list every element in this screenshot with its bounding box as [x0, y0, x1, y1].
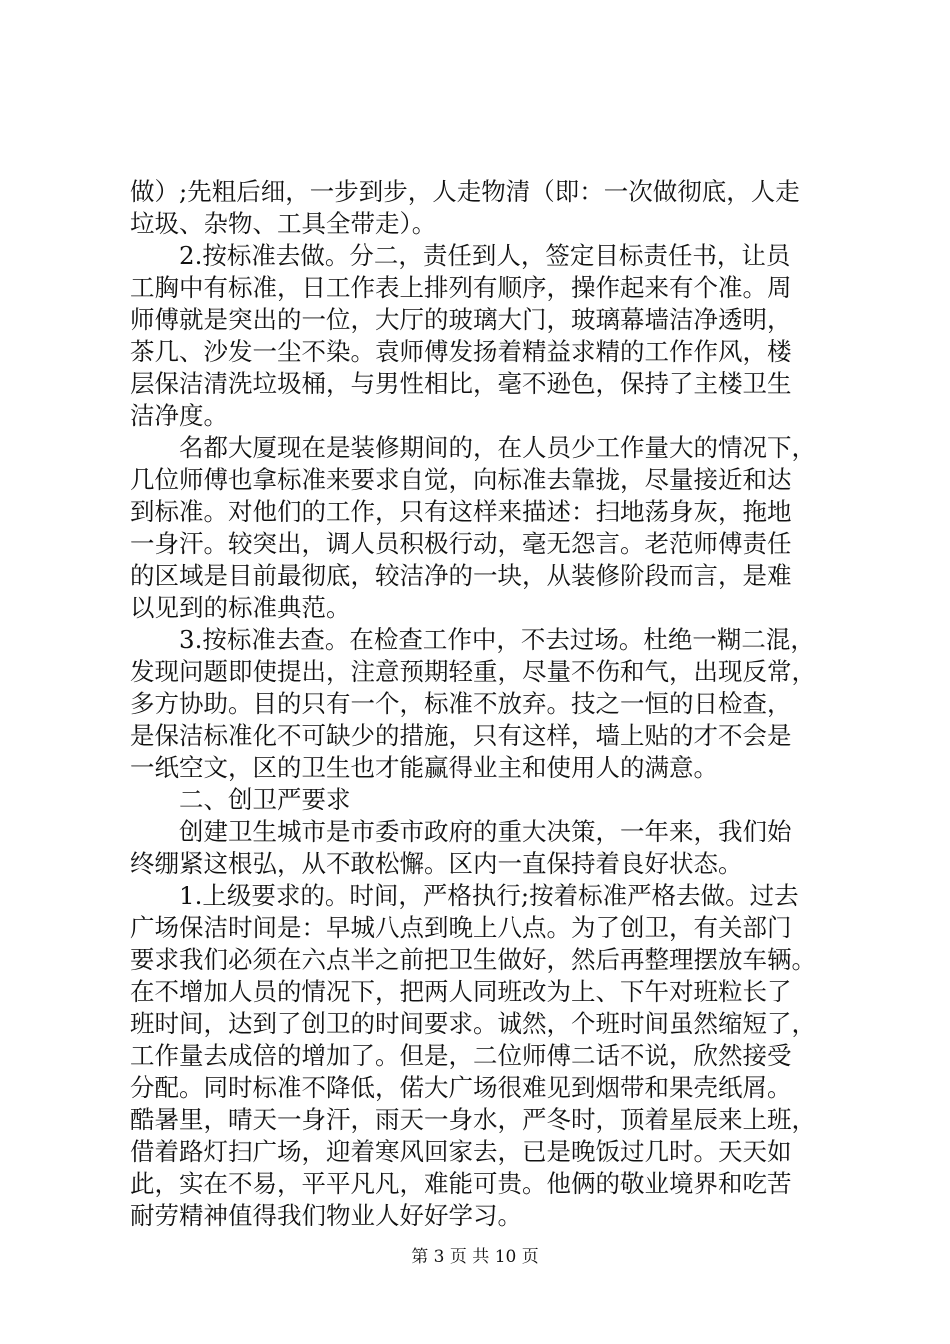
body-text-line: 要求我们必须在六点半之前把卫生做好，然后再整理摆放车辆。: [130, 945, 816, 974]
body-text-line: 创建卫生城市是市委市政府的重大决策，一年来，我们始: [130, 817, 792, 846]
body-text-line: 工胸中有标准，日工作表上排列有顺序，操作起来有个准。周: [130, 273, 792, 302]
body-text-line: 此，实在不易，平平凡凡，难能可贵。他俩的敬业境界和吃苦: [130, 1169, 792, 1198]
body-text-line: 垃圾、杂物、工具全带走）。: [130, 209, 437, 238]
body-text-line: 师傅就是突出的一位，大厅的玻璃大门，玻璃幕墙洁净透明，: [130, 305, 792, 334]
body-text-line: 班时间，达到了创卫的时间要求。诚然，个班时间虽然缩短了，: [130, 1009, 816, 1038]
body-text-line: 工作量去成倍的增加了。但是，二位师傅二话不说，欣然接受: [130, 1041, 792, 1070]
body-text-line: 以见到的标准典范。: [130, 593, 351, 622]
body-text-line: 一纸空文，区的卫生也才能赢得业主和使用人的满意。: [130, 753, 718, 782]
body-text-line: 分配。同时标准不降低，偌大广场很难见到烟带和果壳纸屑。: [130, 1073, 792, 1102]
body-text-line: 终绷紧这根弘，从不敢松懈。区内一直保持着良好状态。: [130, 849, 743, 878]
body-text-line: 在不增加人员的情况下，把两人同班改为上、下午对班粒长了: [130, 977, 792, 1006]
body-text-line: 多方协助。目的只有一个，标准不放弃。技之一恒的日检查，: [130, 689, 792, 718]
body-text-line: 名都大厦现在是装修期间的，在人员少工作量大的情况下，: [130, 433, 816, 462]
body-text-line: 耐劳精神值得我们物业人好好学习。: [130, 1201, 522, 1230]
body-text-line: 酷暑里，晴天一身汗，雨天一身水，严冬时，顶着星辰来上班，: [130, 1105, 816, 1134]
section-heading: 二、创卫严要求: [130, 785, 351, 814]
body-text-line: 发现问题即使提出，注意预期轻重，尽量不伤和气，出现反常，: [130, 657, 816, 686]
body-text-line: 茶几、沙发一尘不染。袁师傅发扬着精益求精的工作作风，楼: [130, 337, 792, 366]
body-text-line: 到标准。对他们的工作，只有这样来描述：扫地荡身灰，拖地: [130, 497, 792, 526]
body-text-line: 借着路灯扫广场，迎着寒风回家去，已是晚饭过几时。天天如: [130, 1137, 792, 1166]
body-text-line: 2.按标准去做。分二，责任到人，签定目标责任书，让员: [130, 241, 791, 270]
body-text-line: 3.按标准去查。在检查工作中，不去过场。杜绝一糊二混，: [130, 625, 815, 654]
body-text-line: 洁净度。: [130, 401, 228, 430]
body-text-line: 做）;先粗后细，一步到步，人走物清（即：一次做彻底，人走: [130, 177, 800, 206]
body-text-line: 的区域是目前最彻底，较洁净的一块，从装修阶段而言，是难: [130, 561, 792, 590]
body-text-line: 1.上级要求的。时间，严格执行;按着标准严格去做。过去: [130, 881, 799, 910]
body-text-line: 广场保洁时间是：早城八点到晚上八点。为了创卫，有关部门: [130, 913, 792, 942]
body-text-line: 几位师傅也拿标准来要求自觉，向标准去靠拢，尽量接近和达: [130, 465, 792, 494]
body-text-line: 一身汗。较突出，调人员积极行动，毫无怨言。老范师傅责任: [130, 529, 792, 558]
body-text-line: 层保洁清洗垃圾桶，与男性相比，毫不逊色，保持了主楼卫生: [130, 369, 792, 398]
page-number-footer: 第 3 页 共 10 页: [411, 1247, 539, 1267]
body-text-line: 是保洁标准化不可缺少的措施，只有这样，墙上贴的才不会是: [130, 721, 792, 750]
